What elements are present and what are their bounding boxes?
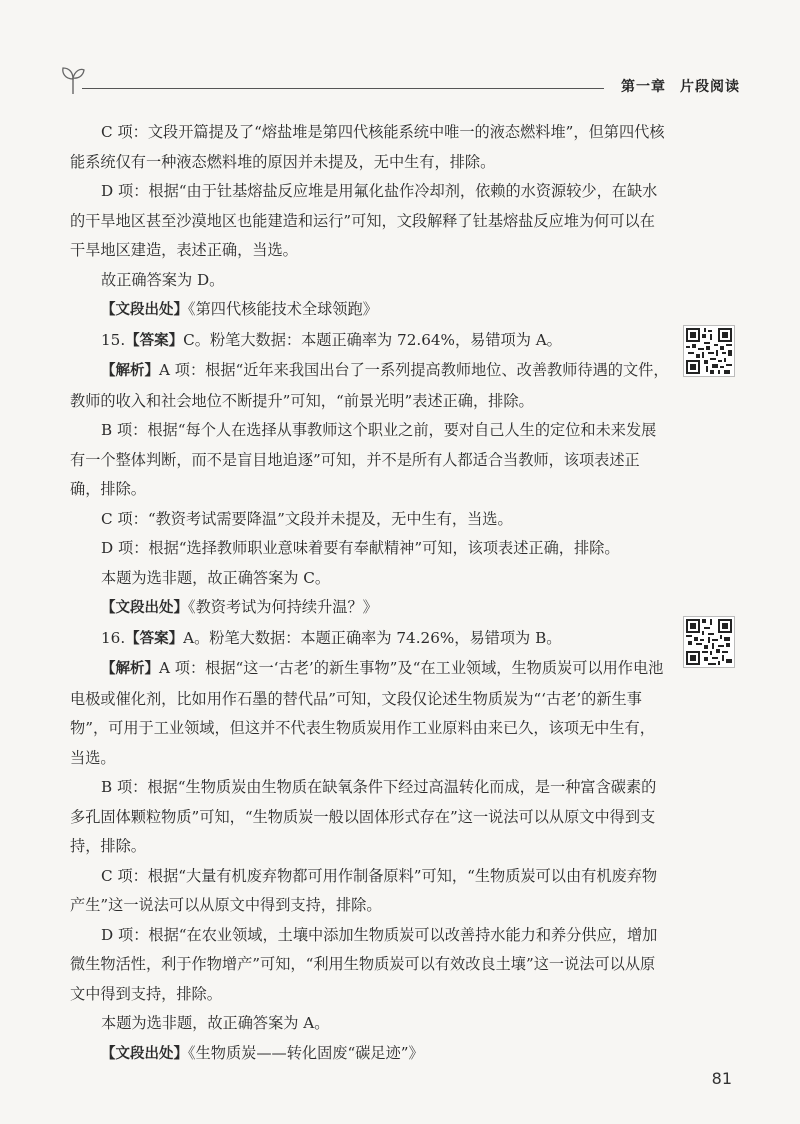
qr-code-icon[interactable] [683, 325, 735, 377]
question-number: 16. [101, 628, 126, 647]
source-title: 《生物质炭——转化固废“碳足迹”》 [188, 1043, 424, 1062]
answer-content [70, 118, 670, 1069]
source-tag: 【文段出处】 [101, 600, 188, 616]
answer-text: C。粉笔大数据：本题正确率为 72.64%，易错项为 A。 [183, 330, 562, 349]
paragraph: D 项：根据“由于钍基熔盐反应堆是用氟化盐作冷却剂，依赖的水资源较少，在缺水的干旱地区甚至沙漠地区也能建造和运行”可知，文段解释了钍基熔盐反应堆为何可以在干旱地区建造，表述正确，当选。 [70, 182, 658, 259]
qr-code-icon[interactable] [683, 616, 735, 668]
source-line [70, 1039, 670, 1070]
paragraph: 本题为选非题，故正确答案为 A。 [101, 1014, 330, 1032]
analysis-text: A 项：根据“近年来我国出台了一系列提高教师地位、改善教师待遇的文件，教师的收入和社会地位不断提升”可知，“前景光明”表述正确，排除。 [70, 361, 669, 410]
question-number: 15. [101, 330, 126, 349]
section-title: 片段阅读 [680, 79, 740, 95]
analysis-text: A 项：根据“这一‘古老’的新生事物”及“在工业领域，生物质炭可以用作电池电极或催化剂，比如用作石墨的替代品”可知，文段仅论述生物质炭为“‘古老’的新生事物”，可用于工业领域，但这并不代表生物质炭用作工业原料由来已久，该项无中生有，当选。 [70, 659, 664, 767]
source-title: 《教资考试为何持续升温？》 [188, 598, 378, 616]
paragraph: 故正确答案为 D。 [101, 270, 225, 289]
paragraph: 本题为选非题，故正确答案为 C。 [101, 568, 331, 587]
chapter-title [621, 76, 740, 96]
source-line [70, 593, 670, 624]
answer-line-15 [70, 326, 670, 357]
source-line [70, 295, 670, 326]
source-tag: 【文段出处】 [101, 302, 188, 318]
paragraph: B 项：根据“每个人在选择从事教师这个职业之前，要对自己人生的定位和未来发展有一个整体判断，而不是盲目地追逐”可知，并不是所有人都适合当教师，该项表述正确，排除。 [70, 421, 657, 498]
answer-tag: 【答案】 [125, 332, 184, 349]
paragraph: B 项：根据“生物质炭由生物质在缺氧条件下经过高温转化而成，是一种富含碳素的多孔固体颗粒物质”可知，“生物质炭一般以固体形式存在”这一说法可以从原文中得到支持，排除。 [70, 778, 657, 855]
source-tag: 【文段出处】 [101, 1045, 188, 1062]
sprout-icon [60, 62, 86, 96]
paragraph: C 项：“教资考试需要降温”文段并未提及，无中生有，当选。 [101, 509, 513, 528]
paragraph: C 项：根据“大量有机废弃物都可用作制备原料”可知，“生物质炭可以由有机废弃物产生”这一说法可以从原文中得到支持，排除。 [70, 866, 658, 914]
answer-tag: 【答案】 [125, 630, 184, 647]
chapter-number: 第一章 [621, 79, 666, 95]
analysis-paragraph [70, 654, 670, 773]
page-header [60, 62, 740, 102]
analysis-paragraph [70, 356, 670, 416]
analysis-tag: 【解析】 [101, 363, 159, 379]
answer-text: A。粉笔大数据：本题正确率为 74.26%，易错项为 B。 [183, 628, 562, 647]
analysis-tag: 【解析】 [101, 661, 159, 677]
paragraph: D 项：根据“在农业领域，土壤中添加生物质炭可以改善持水能力和养分供应，增加微生物活性，利于作物增产”可知，“利用生物质炭可以有效改良土壤”这一说法可以从原文中得到支持，排除。 [70, 925, 658, 1003]
answer-line-16 [70, 624, 670, 655]
source-title: 《第四代核能技术全球领跑》 [188, 300, 378, 318]
paragraph: D 项：根据“选择教师职业意味着要有奉献精神”可知，该项表述正确，排除。 [101, 539, 620, 557]
page-number: 81 [711, 1069, 732, 1088]
paragraph: C 项：文段开篇提及了“熔盐堆是第四代核能系统中唯一的液态燃料堆”，但第四代核能系统仅有一种液态燃料堆的原因并未提及，无中生有，排除。 [70, 123, 665, 171]
header-divider [82, 88, 604, 89]
